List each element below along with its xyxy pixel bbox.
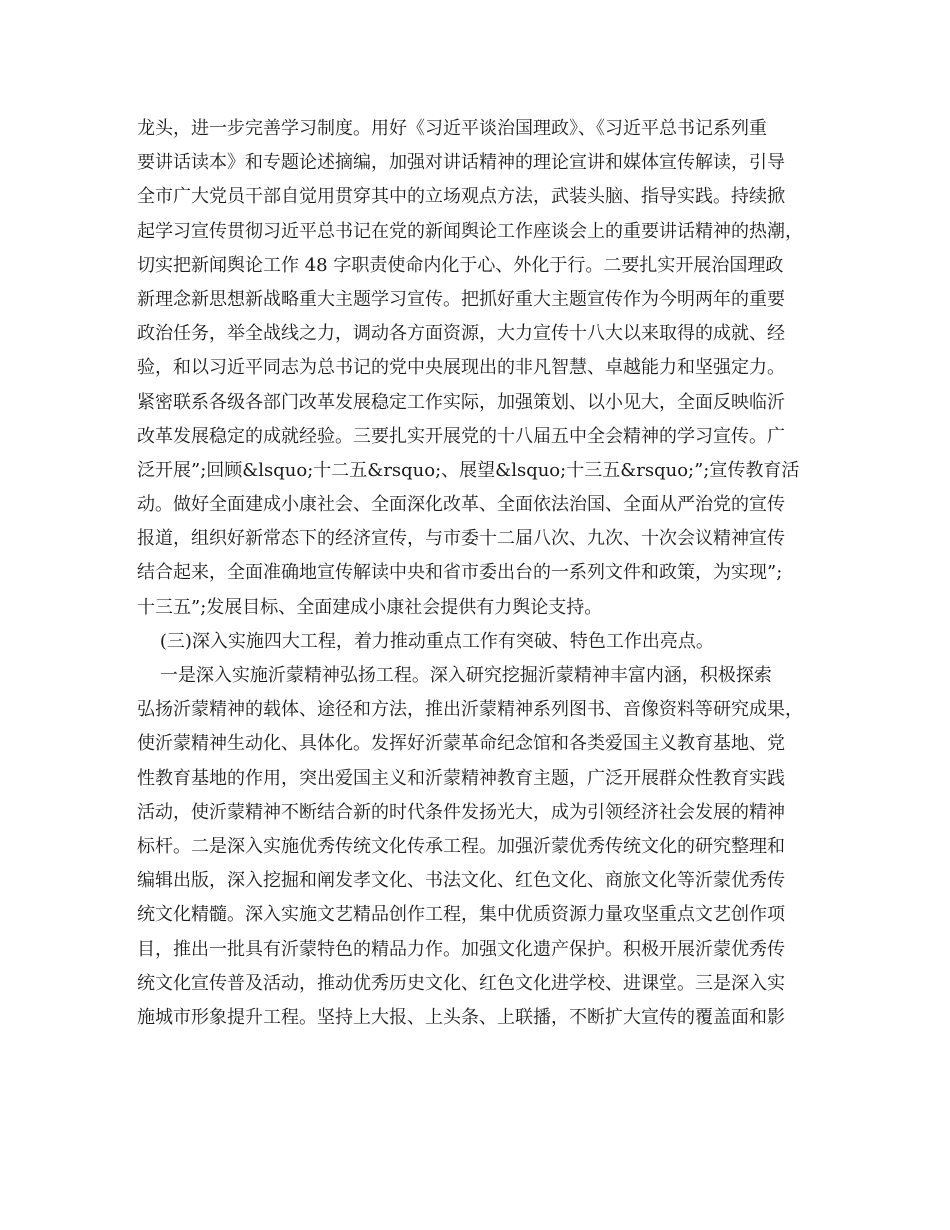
body-text (137, 112, 817, 1035)
text-line: 政治任务，举全战线之力，调动各方面资源，大力宣传十八大以来取得的成就、经 (137, 323, 785, 345)
text-line: 使沂蒙精神生动化、具体化。发挥好沂蒙革命纪念馆和各类爱国主义教育基地、党 (137, 733, 785, 755)
text-line: 施城市形象提升工程。坚持上大报、上头条、上联播，不断扩大宣传的覆盖面和影 (137, 1006, 785, 1028)
text-line: 改革发展稳定的成就经验。三要扎实开展党的十八届五中全会精神的学习宣传。广 (137, 425, 785, 447)
text-line: 紧密联系各级各部门改革发展稳定工作实际，加强策划、以小见大，全面反映临沂 (137, 391, 785, 413)
text-line: 十三五”;发展目标、全面建成小康社会提供有力舆论支持。 (137, 596, 603, 618)
text-line: 龙头，进一步完善学习制度。用好《习近平谈治国理政》、《习近平总书记系列重 (137, 118, 767, 139)
text-line: 目，推出一批具有沂蒙特色的精品力作。加强文化遗产保护。积极开展沂蒙优秀传 (137, 938, 785, 960)
text-line: 报道，组织好新常态下的经济宣传，与市委十二届八次、九次、十次会议精神宣传 (137, 528, 785, 550)
text-line: (三)深入实施四大工程，着力推动重点工作有突破、特色工作出亮点。 (137, 630, 714, 652)
text-line: 要讲话读本》和专题论述摘编，加强对讲话精神的理论宣讲和媒体宣传解读，引导 (137, 152, 785, 174)
text-line: 起学习宣传贯彻习近平总书记在党的新闻舆论工作座谈会上的重要讲话精神的热潮， (137, 220, 803, 242)
text-line: 弘扬沂蒙精神的载体、途径和方法，推出沂蒙精神系列图书、音像资料等研究成果， (137, 699, 803, 721)
text-line: 切实把新闻舆论工作 48 字职责使命内化于心、外化于行。二要扎实开展治国理政 (137, 254, 784, 276)
text-line: 新理念新思想新战略重大主题学习宣传。把抓好重大主题宣传作为今明两年的重要 (137, 288, 785, 310)
text-line: 统文化精髓。深入实施文艺精品创作工程，集中优质资源力量攻坚重点文艺创作项 (137, 904, 785, 926)
text-line: 全市广大党员干部自觉用贯穿其中的立场观点方法，武装头脑、指导实践。持续掀 (137, 186, 785, 208)
text-line: 一是深入实施沂蒙精神弘扬工程。深入研究挖掘沂蒙精神丰富内涵，积极探索 (137, 665, 772, 686)
text-line: 泛开展”;回顾&lsquo;十二五&rsquo;、展望&lsquo;十三五&rsquo;”;宣传教育活 (137, 459, 800, 481)
text-line: 验，和以习近平同志为总书记的党中央展现出的非凡智慧、卓越能力和坚强定力。 (137, 357, 785, 379)
text-line: 标杆。二是深入实施优秀传统文化传承工程。加强沂蒙优秀传统文化的研究整理和 (137, 835, 785, 857)
text-line: 性教育基地的作用，突出爱国主义和沂蒙精神教育主题，广泛开展群众性教育实践 (137, 767, 785, 789)
text-line: 统文化宣传普及活动，推动优秀历史文化、红色文化进学校、进课堂。三是深入实 (137, 972, 785, 994)
text-line: 结合起来，全面准确地宣传解读中央和省市委出台的一系列文件和政策，为实现”; (137, 562, 783, 584)
text-line: 动。做好全面建成小康社会、全面深化改革、全面依法治国、全面从严治党的宣传 (137, 494, 785, 516)
text-line: 编辑出版，深入挖掘和阐发孝文化、书法文化、红色文化、商旅文化等沂蒙优秀传 (137, 870, 785, 892)
text-line: 活动，使沂蒙精神不断结合新的时代条件发扬光大，成为引领经济社会发展的精神 (137, 801, 785, 823)
